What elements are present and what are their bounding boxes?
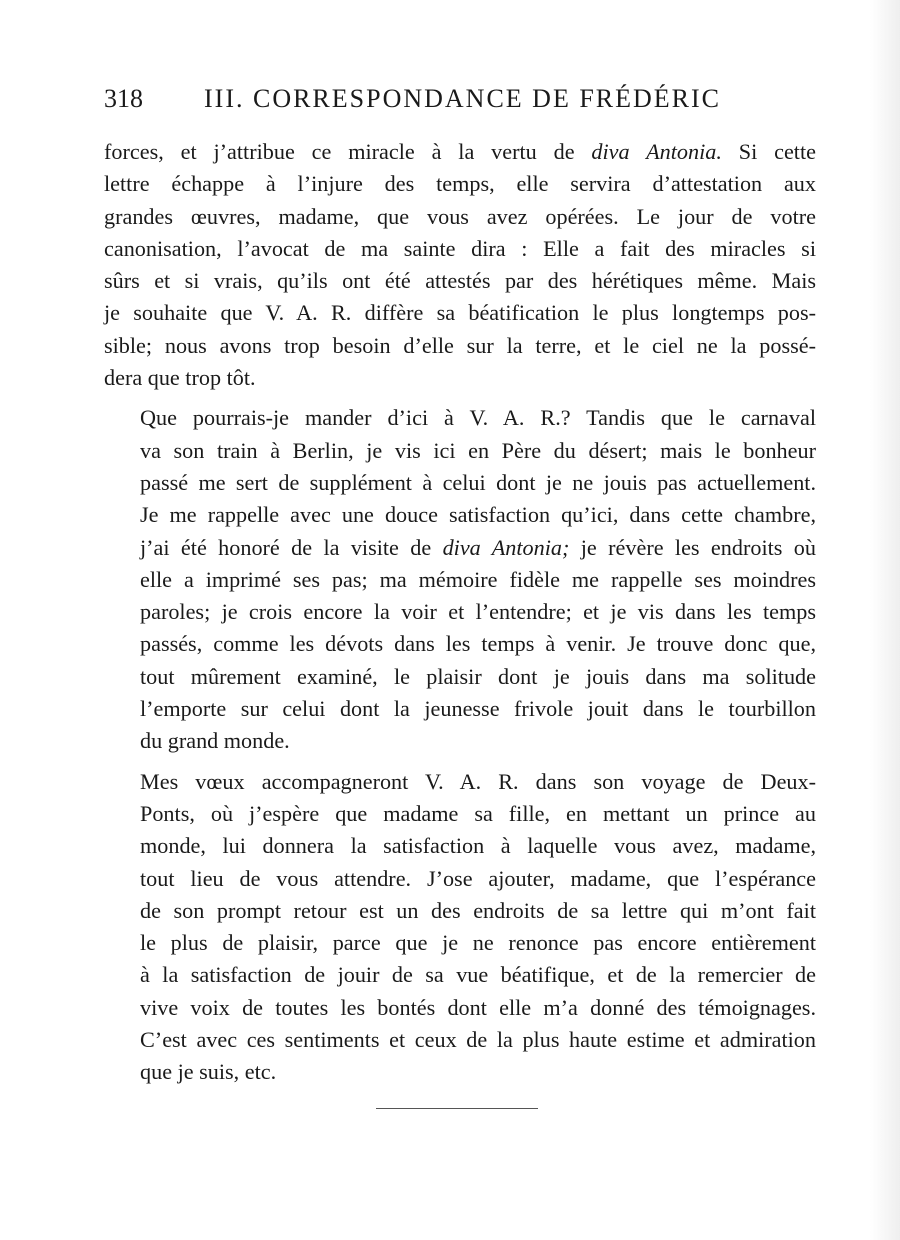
- text-line: [104, 233, 816, 265]
- italic-name: diva Antonia.: [591, 139, 722, 164]
- text-segment: du grand monde.: [140, 728, 290, 754]
- text-line: [104, 362, 816, 394]
- text-segment: forces, et j’attribue ce miracle à la vertu de: [104, 139, 592, 164]
- running-title: III. CORRESPONDANCE DE FRÉDÉRIC: [204, 84, 722, 113]
- text-segment: tout mûrement examiné, le plaisir dont je jouis dans ma solitude: [140, 663, 816, 689]
- text-segment: passés, comme les dévots dans les temps à venir. Je trouve donc que,: [140, 631, 816, 657]
- text-line: [104, 499, 816, 531]
- text-segment: de son prompt retour est un des endroits de sa lettre qui m’ont fait: [140, 897, 816, 923]
- text-line: [104, 564, 816, 596]
- text-line: [104, 297, 816, 329]
- text-segment: passé me sert de supplément à celui dont je ne jouis pas actuellement.: [140, 469, 816, 495]
- text-line: [104, 330, 816, 362]
- text-line: [104, 1056, 816, 1088]
- page-number: 318: [104, 84, 143, 113]
- text-line: [104, 895, 816, 927]
- letter-body: [104, 136, 816, 1097]
- text-line: [104, 693, 816, 725]
- text-segment: j’ai été honoré de la visite de: [140, 534, 443, 560]
- text-line: [104, 992, 816, 1024]
- text-segment: que je suis, etc.: [140, 1059, 277, 1085]
- text-line: [104, 766, 816, 798]
- text-line: [104, 863, 816, 895]
- closing-rule: [376, 1108, 538, 1109]
- text-line: [104, 1024, 816, 1056]
- text-segment: canonisation, l’avocat de ma sainte dira : Elle a fait des miracles si: [104, 235, 816, 261]
- page-edge-shadow: [870, 0, 900, 1240]
- running-head: [104, 84, 724, 124]
- text-segment: Ponts, où j’espère que madame sa fille, en mettant un prince au: [140, 800, 816, 826]
- text-segment: va son train à Berlin, je vis ici en Père du désert; mais le bonheur: [140, 437, 816, 463]
- text-line: [104, 168, 816, 200]
- text-line: [104, 265, 816, 297]
- paragraph-3: [104, 766, 816, 1089]
- text-segment: Je me rappelle avec une douce satisfaction qu’ici, dans cette chambre,: [140, 502, 816, 528]
- text-line: [104, 798, 816, 830]
- italic-name: diva Antonia;: [442, 534, 570, 560]
- text-segment: dera que trop tôt.: [104, 365, 256, 391]
- text-line: [104, 467, 816, 499]
- text-segment: elle a imprimé ses pas; ma mémoire fidèle me rappelle ses moindres: [140, 566, 816, 592]
- text-segment: Mes vœux accompagneront V. A. R. dans son voyage de Deux-: [140, 768, 816, 794]
- text-line: [104, 136, 816, 168]
- text-segment: le plus de plaisir, parce que je ne renonce pas encore entièrement: [140, 930, 816, 956]
- text-line: [104, 725, 816, 757]
- text-segment: sible; nous avons trop besoin d’elle sur la terre, et le ciel ne la possé-: [104, 332, 816, 358]
- text-segment: Si cette: [721, 139, 816, 164]
- text-line: [104, 201, 816, 233]
- text-line: [104, 661, 816, 693]
- text-line: [104, 402, 816, 434]
- text-segment: sûrs et si vrais, qu’ils ont été attestés par des hérétiques même. Mais: [104, 268, 816, 294]
- text-line: [104, 532, 816, 564]
- text-line: [104, 927, 816, 959]
- text-line: [104, 435, 816, 467]
- text-line: [104, 596, 816, 628]
- text-segment: à la satisfaction de jouir de sa vue béatifique, et de la remercier de: [140, 962, 816, 988]
- text-segment: l’emporte sur celui dont la jeunesse frivole jouit dans le tourbillon: [140, 696, 816, 722]
- text-segment: monde, lui donnera la satisfaction à laquelle vous avez, madame,: [140, 833, 816, 859]
- text-line: [104, 959, 816, 991]
- text-line: [104, 628, 816, 660]
- text-segment: je révère les endroits où: [569, 534, 816, 560]
- text-segment: paroles; je crois encore la voir et l’entendre; et je vis dans les temps: [140, 599, 816, 625]
- text-segment: tout lieu de vous attendre. J’ose ajouter, madame, que l’espérance: [140, 865, 816, 891]
- text-segment: Que pourrais-je mander d’ici à V. A. R.? Tandis que le carnaval: [140, 405, 816, 431]
- text-segment: lettre échappe à l’injure des temps, elle servira d’attestation aux: [104, 171, 816, 197]
- text-segment: C’est avec ces sentiments et ceux de la plus haute estime et admiration: [140, 1027, 816, 1053]
- paragraph-1: [104, 136, 816, 394]
- text-segment: vive voix de toutes les bontés dont elle m’a donné des témoignages.: [140, 994, 816, 1020]
- text-segment: je souhaite que V. A. R. diffère sa béatification le plus longtemps pos-: [104, 300, 816, 326]
- text-line: [104, 830, 816, 862]
- text-segment: grandes œuvres, madame, que vous avez opérées. Le jour de votre: [104, 203, 816, 229]
- paragraph-2: [104, 402, 816, 757]
